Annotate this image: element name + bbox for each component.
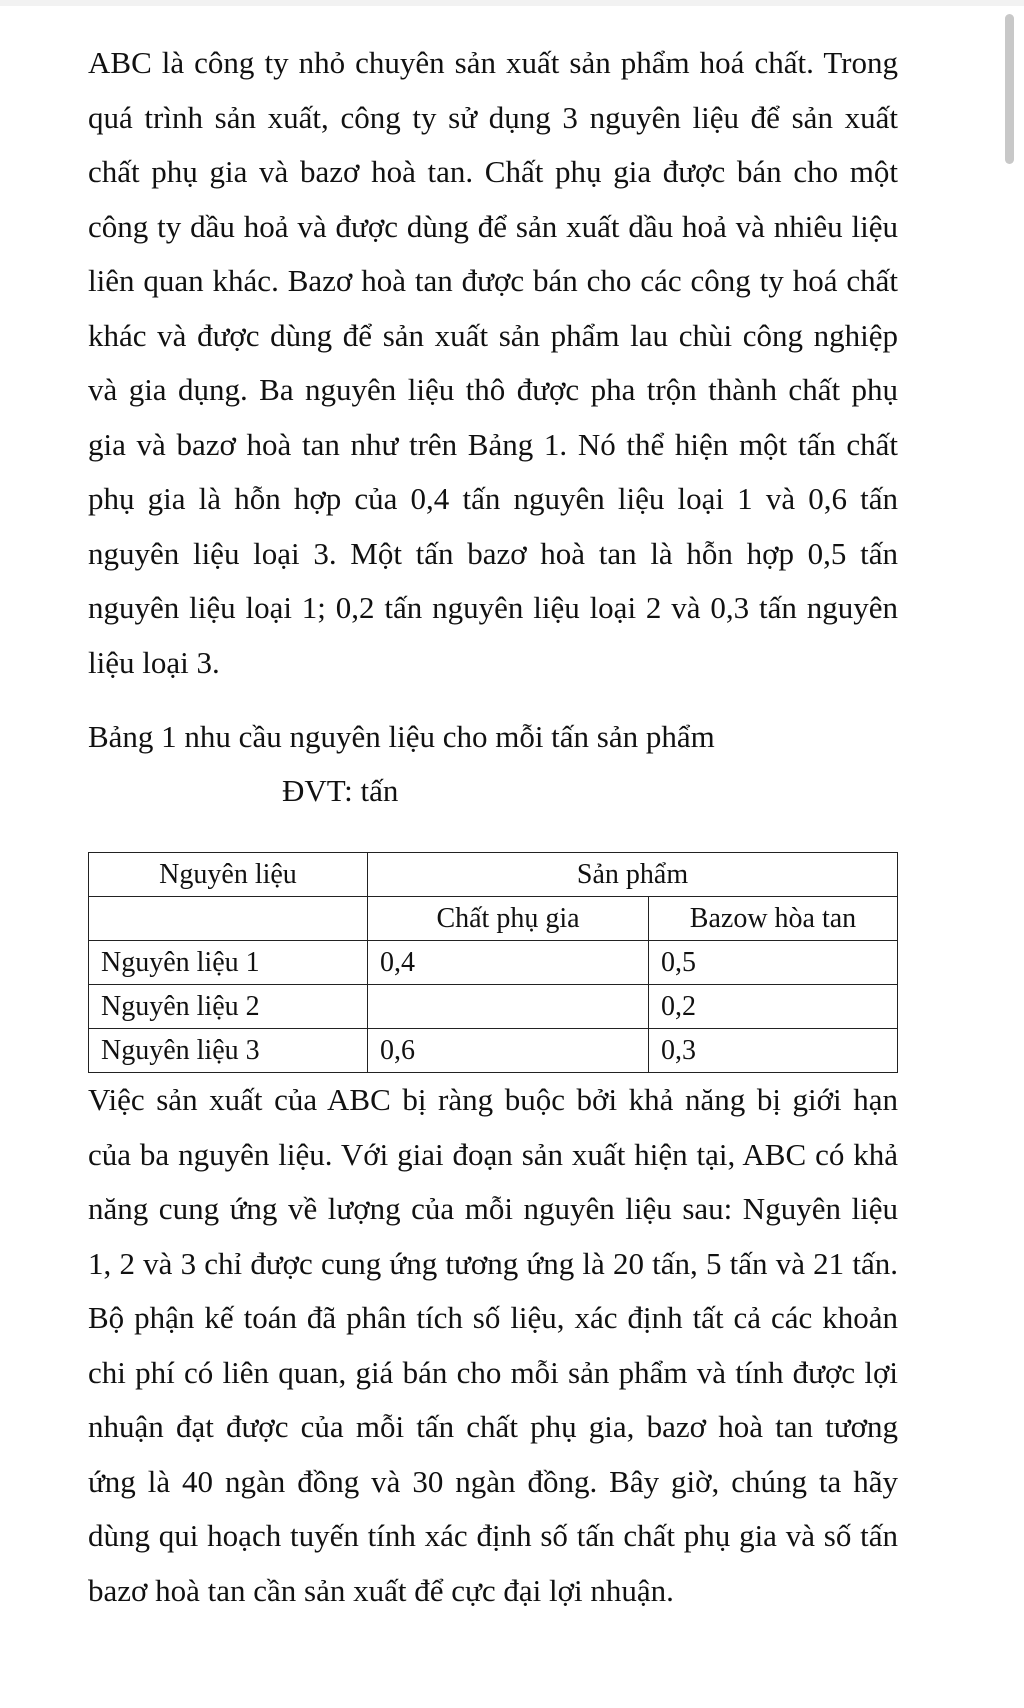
row-additive-value: 0,6: [368, 1029, 649, 1073]
subheader-base: Bazow hòa tan: [649, 897, 898, 941]
row-material-name: Nguyên liệu 2: [89, 985, 368, 1029]
table-row: [89, 985, 898, 1029]
top-edge: [0, 0, 1024, 6]
materials-table: [88, 852, 898, 1073]
row-additive-value: 0,4: [368, 941, 649, 985]
row-material-name: Nguyên liệu 3: [89, 1029, 368, 1073]
row-base-value: 0,2: [649, 985, 898, 1029]
header-material: Nguyên liệu: [89, 853, 368, 897]
table-row: [89, 1029, 898, 1073]
table-caption: Bảng 1 nhu cầu nguyên liệu cho mỗi tấn sản phẩm: [88, 719, 715, 754]
constraints-paragraph: Việc sản xuất của ABC bị ràng buộc bởi khả năng bị giới hạn của ba nguyên liệu. Với giai đoạn sản xuất hiện tại, ABC có khả năng cung ứng về lượng của mỗi nguyên liệu sau: Nguyên liệu 1, 2 và 3 chỉ được cung ứng tương ứng là 20 tấn, 5 tấn và 21 tấn. Bộ phận kế toán đã phân tích số liệu, xác định tất cả các khoản chi phí có liên quan, giá bán cho mỗi sản phẩm và tính được lợi nhuận đạt được của mỗi tấn chất phụ gia, bazơ hoà tan tương ứng là 40 ngàn đồng và 30 ngàn đồng. Bây giờ, chúng ta hãy dùng qui hoạch tuyến tính xác định số tấn chất phụ gia và số tấn bazơ hoà tan cần sản xuất để cực đại lợi nhuận.: [88, 1082, 898, 1608]
intro-paragraph: ABC là công ty nhỏ chuyên sản xuất sản phẩm hoá chất. Trong quá trình sản xuất, công ty sử dụng 3 nguyên liệu để sản xuất chất phụ gia và bazơ hoà tan. Chất phụ gia được bán cho một công ty dầu hoả và được dùng để sản xuất dầu hoả và nhiêu liệu liên quan khác. Bazơ hoà tan được bán cho các công ty hoá chất khác và được dùng để sản xuất sản phẩm lau chùi công nghiệp và gia dụng. Ba nguyên liệu thô được pha trộn thành chất phụ gia và bazơ hoà tan như trên Bảng 1. Nó thể hiện một tấn chất phụ gia là hỗn hợp của 0,4 tấn nguyên liệu loại 1 và 0,6 tấn nguyên liệu loại 3. Một tấn bazơ hoà tan là hỗn hợp 0,5 tấn nguyên liệu loại 1; 0,2 tấn nguyên liệu loại 2 và 0,3 tấn nguyên liệu loại 3.: [88, 45, 898, 680]
row-additive-value: [368, 985, 649, 1029]
row-material-name: Nguyên liệu 1: [89, 941, 368, 985]
table-unit: ĐVT: tấn: [282, 773, 399, 808]
row-base-value: 0,5: [649, 941, 898, 985]
table-subheader-row: [89, 897, 898, 941]
subheader-empty: [89, 897, 368, 941]
table-header-row: [89, 853, 898, 897]
table-row: [89, 941, 898, 985]
document-content: [88, 36, 898, 1618]
subheader-additive: Chất phụ gia: [368, 897, 649, 941]
row-base-value: 0,3: [649, 1029, 898, 1073]
scrollbar-track[interactable]: [1006, 12, 1016, 1702]
scrollbar-thumb[interactable]: [1005, 14, 1014, 164]
header-product: Sản phẩm: [368, 853, 898, 897]
